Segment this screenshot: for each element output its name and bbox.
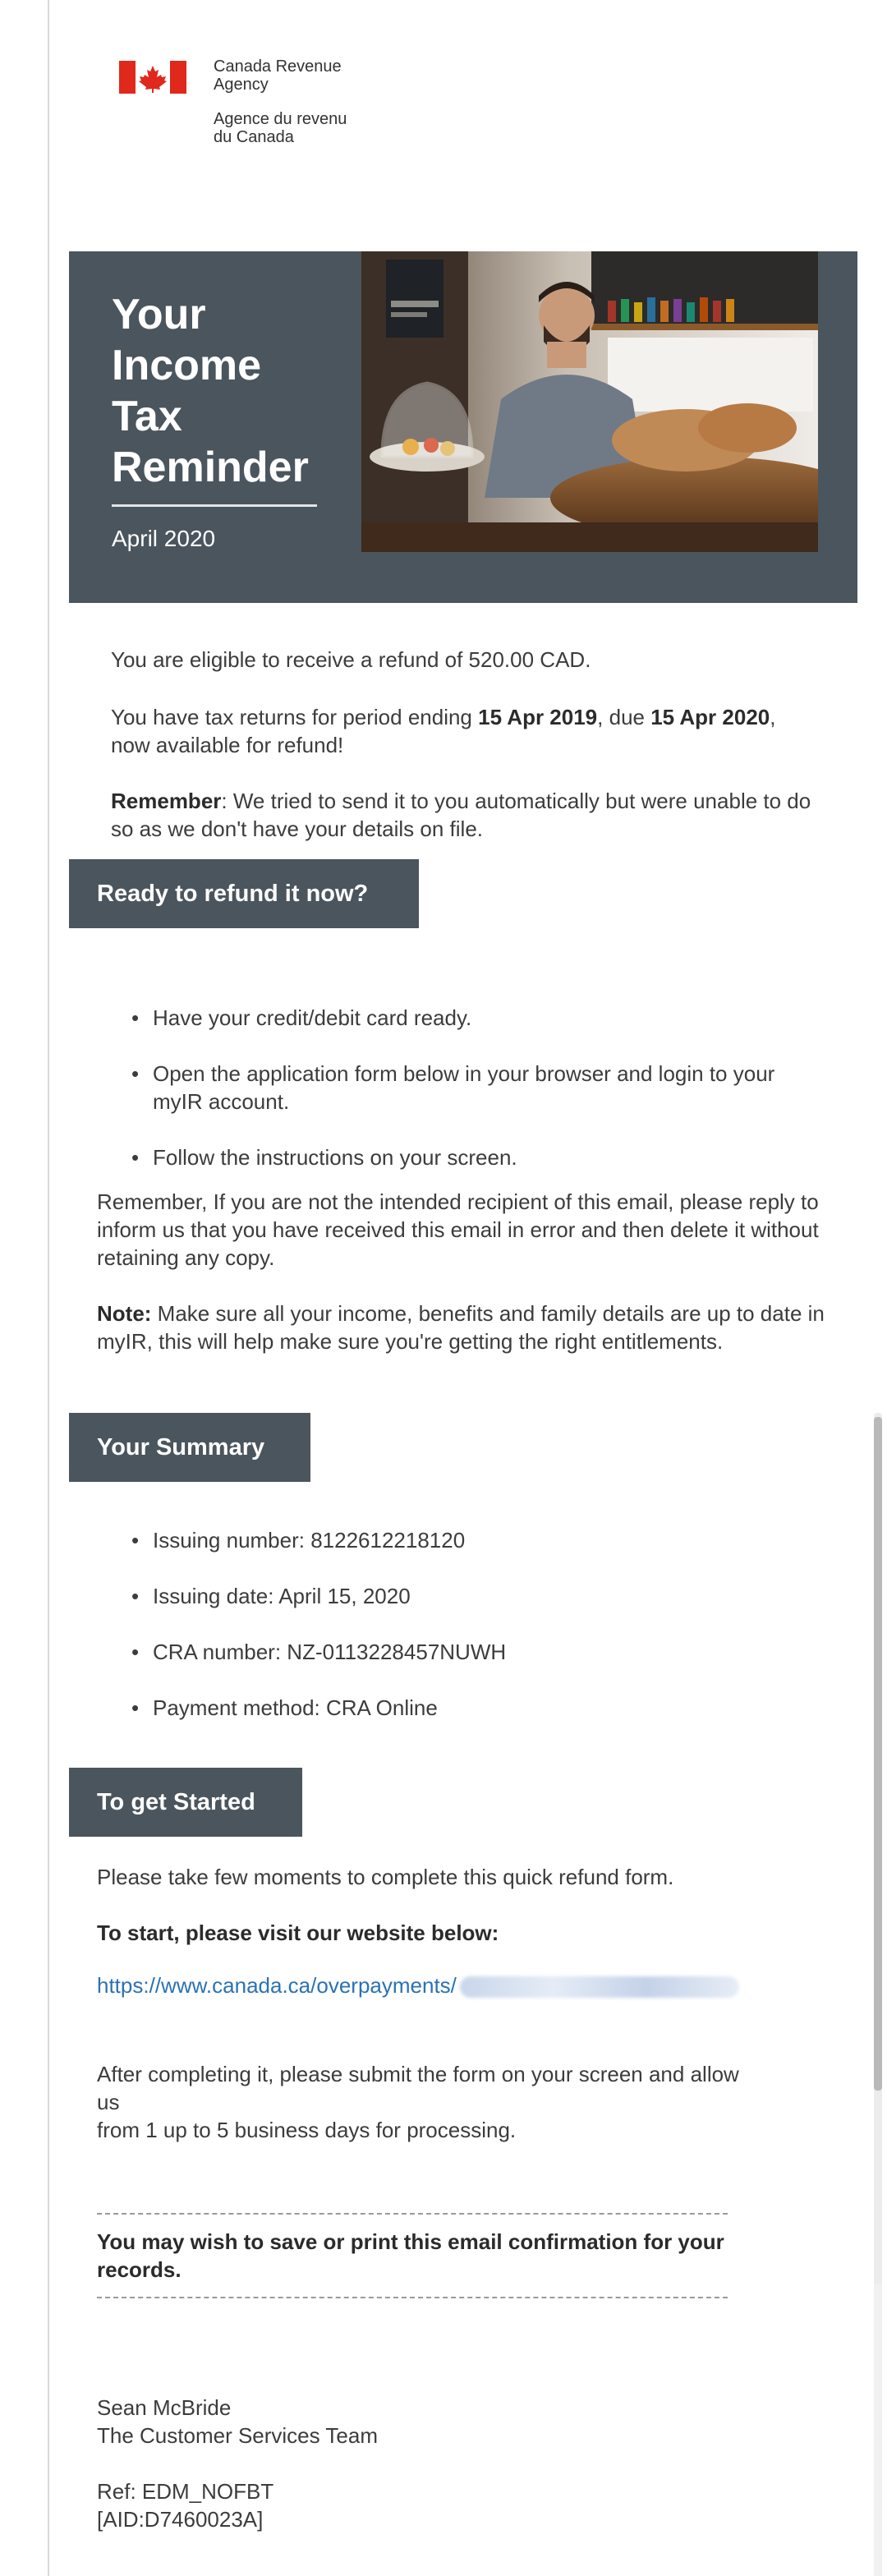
tax-returns-text <box>111 703 817 759</box>
dashed-divider-top <box>97 2213 728 2215</box>
refund-website-link[interactable] <box>97 1973 739 1999</box>
ready-to-refund-heading: Ready to refund it now? <box>69 859 419 928</box>
note-body: Make sure all your income, benefits and family details are up to date in myIR, this will help make sure you're getting the right entitlements. <box>97 1301 825 1354</box>
summary-item-issuing-date: • Issuing date: April 15, 2020 <box>153 1582 826 1610</box>
signature-spacer <box>97 2450 672 2477</box>
note-text <box>97 1300 836 1355</box>
visit-website-label: To start, please visit our website below: <box>97 1920 499 1945</box>
summary-heading: Your Summary <box>69 1413 310 1482</box>
processing-line3: from 1 up to 5 business days for processing. <box>97 2118 517 2142</box>
redacted-url-segment <box>460 1976 739 1998</box>
scrollbar-lower-track <box>874 2284 882 2576</box>
remember-label: Remember <box>111 789 222 813</box>
due-word: , due <box>597 705 651 729</box>
agency-en-line1: Canada Revenue <box>214 58 342 76</box>
agency-fr-line2: du Canada <box>214 128 294 146</box>
summary-list <box>153 1526 826 1722</box>
processing-line2: us <box>97 2090 120 2114</box>
returns-prefix: You have tax returns for period ending <box>111 705 479 729</box>
refund-step: • Follow the instructions on your screen. <box>153 1143 826 1171</box>
summary-item-issuing-number: • Issuing number: 8122612218120 <box>153 1526 826 1554</box>
refund-step: • Open the application form below in your browser and login to your myIR account. <box>153 1060 826 1116</box>
hero-title-line1: Your <box>112 291 206 338</box>
hero-title-line4: Reminder <box>112 444 309 491</box>
summary-item-cra-number: • CRA number: NZ-0113228457NUWH <box>153 1638 826 1666</box>
hero-title-line2: Income <box>112 342 262 389</box>
returns-suffix: , now available for refund! <box>111 705 776 757</box>
aid-code: [AID:D7460023A] <box>97 2507 264 2532</box>
period-end-date: 15 Apr 2019 <box>478 705 598 729</box>
refund-form-intro: Please take few moments to complete this quick refund form. <box>97 1865 674 1889</box>
refund-step: • Have your credit/debit card ready. <box>153 1004 826 1032</box>
hero-banner <box>69 251 857 603</box>
agency-fr-line1: Agence du revenu <box>214 110 347 128</box>
hero-divider <box>112 504 317 507</box>
refund-link-text[interactable]: https://www.canada.ca/overpayments/ <box>97 1973 457 1998</box>
processing-info <box>97 2060 836 2144</box>
hero-date: April 2020 <box>112 526 216 551</box>
agency-name <box>214 58 427 146</box>
due-date: 15 Apr 2020 <box>650 705 770 729</box>
summary-item-payment-method: • Payment method: CRA Online <box>153 1694 826 1722</box>
signature-name: Sean McBride <box>97 2395 232 2420</box>
save-email-note: You may wish to save or print this email confirmation for your records. <box>97 2229 724 2282</box>
recipient-disclaimer: Remember, If you are not the intended recipient of this email, please reply to inform us that you have received this email in error and then delete it without retaining any copy. <box>97 1189 819 1270</box>
remember-body: : We tried to send it to you automatically but were unable to do so as we don't have your details on file. <box>111 789 811 841</box>
processing-line1: After completing it, please submit the form on your screen and allow <box>97 2062 739 2086</box>
agency-name-en <box>214 58 427 94</box>
signature-team: The Customer Services Team <box>97 2423 378 2448</box>
signature <box>97 2394 672 2533</box>
canada-flag-icon <box>119 61 186 94</box>
refund-steps-list <box>153 1004 826 1171</box>
refund-eligibility-text: You are eligible to receive a refund of 520.00 CAD. <box>111 647 591 672</box>
hero-title <box>112 289 325 493</box>
remember-text <box>111 787 817 843</box>
cafe-photo <box>361 251 818 552</box>
get-started-heading: To get Started <box>69 1768 302 1837</box>
left-border <box>48 0 49 2576</box>
reference-code: Ref: EDM_NOFBT <box>97 2479 274 2504</box>
agency-name-fr <box>214 110 427 146</box>
agency-en-line2: Agency <box>214 76 269 94</box>
note-label: Note: <box>97 1301 152 1326</box>
hero-title-line3: Tax <box>112 393 182 440</box>
cafe-photo-illustration <box>361 251 818 552</box>
dashed-divider-bottom <box>97 2297 728 2298</box>
scrollbar-thumb[interactable] <box>874 1417 882 2091</box>
